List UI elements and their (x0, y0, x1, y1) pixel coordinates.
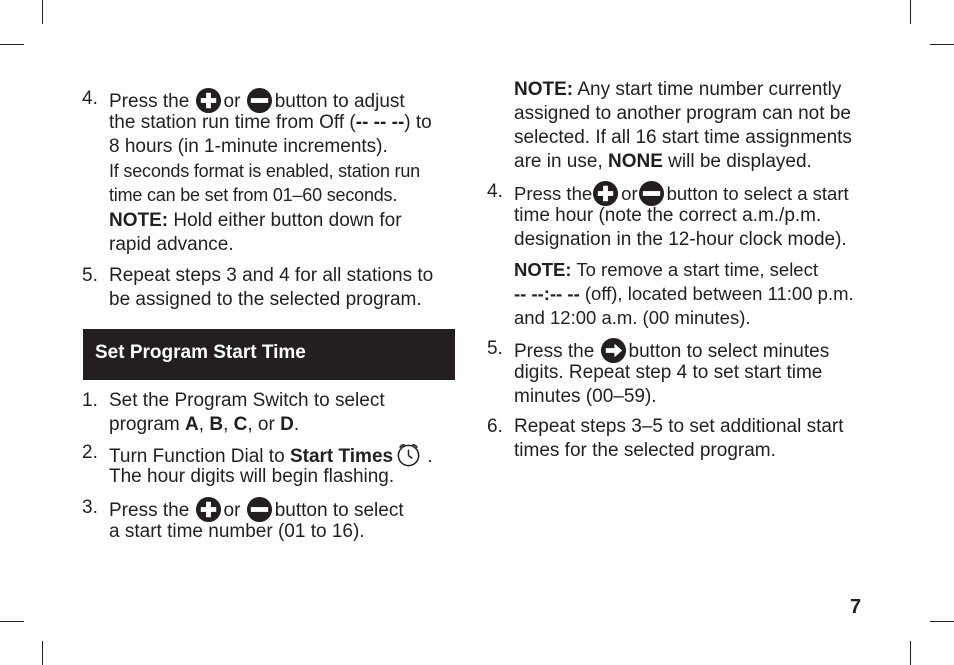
note-label: NOTE: (514, 259, 572, 280)
step-text: Set the Program Switch to select (109, 390, 385, 411)
note: rapid advance. (109, 234, 234, 255)
text: , (223, 414, 234, 435)
crop-mark (0, 44, 24, 45)
crop-mark (42, 0, 43, 24)
crop-mark (930, 44, 954, 45)
note: and 12:00 a.m. (00 minutes). (514, 307, 751, 328)
text: program (109, 414, 186, 435)
off-display: -- -- -- (355, 112, 405, 133)
step-text: time can be set from 01–60 seconds. (109, 185, 398, 205)
plus-button-icon (195, 496, 222, 523)
step-text: digits. Repeat step 4 to set start time (514, 362, 823, 383)
note (514, 150, 812, 174)
program-a: A (185, 414, 199, 435)
program-c: C (233, 414, 248, 435)
note (514, 282, 854, 306)
note (109, 209, 402, 233)
minus-button-icon (638, 180, 665, 207)
step-number: 4. (82, 88, 98, 109)
crop-mark (910, 641, 911, 665)
minus-button-icon (246, 87, 273, 114)
step-number: 2. (82, 442, 98, 463)
text: or (223, 91, 241, 112)
step-number: 4. (487, 181, 503, 202)
section-header (83, 329, 455, 380)
crop-mark (930, 621, 954, 622)
text: or (223, 500, 241, 521)
step-number: 5. (487, 338, 503, 359)
text: Press the (109, 91, 190, 112)
text: Press the (514, 341, 595, 362)
step-text: If seconds format is enabled, station run (109, 161, 420, 181)
note-label: NOTE: (514, 79, 574, 100)
text: To remove a start time, select (576, 259, 818, 280)
text: . (293, 414, 300, 435)
plus-button-icon (592, 180, 619, 207)
text: (off), located between 11:00 p.m. (579, 283, 854, 304)
text: Hold either button down for (173, 210, 402, 231)
step-text: Repeat steps 3–5 to set additional start (514, 416, 844, 437)
text: button to adjust (274, 91, 405, 112)
clock-icon (395, 441, 422, 468)
next-arrow-button-icon (600, 337, 627, 364)
step-text (109, 413, 299, 437)
step-text: be assigned to the selected program. (109, 289, 422, 310)
start-times-label: Start Times (289, 446, 394, 467)
text: Turn Function Dial to (109, 446, 290, 467)
text: , (198, 414, 210, 435)
step-text (109, 111, 432, 135)
text: , or (247, 414, 281, 435)
text: the station run time from Off ( (109, 112, 356, 133)
text: or (621, 183, 638, 204)
text: will be displayed. (662, 151, 812, 172)
text: are in use, (514, 151, 608, 172)
note: selected. If all 16 start time assignments (514, 127, 852, 148)
section-title: Set Program Start Time (95, 342, 306, 363)
note: assigned to another program can not be (514, 103, 851, 124)
step-number: 5. (82, 265, 98, 286)
none-display: NONE (608, 151, 663, 172)
step-text (109, 496, 404, 523)
step-text: Repeat steps 3 and 4 for all stations to (109, 265, 434, 286)
text: ) to (404, 112, 432, 133)
crop-mark (42, 641, 43, 665)
step-text: a start time number (01 to 16). (109, 521, 365, 542)
note-label: NOTE: (109, 210, 169, 231)
plus-button-icon (195, 87, 222, 114)
text: Any start time number currently (577, 79, 842, 100)
step-text (514, 180, 849, 207)
note (514, 78, 841, 102)
crop-mark (0, 621, 24, 622)
step-number: 1. (82, 390, 98, 411)
text: Press the (109, 500, 190, 521)
text: button to select minutes (628, 341, 830, 362)
program-b: B (209, 414, 224, 435)
step-text (514, 337, 829, 364)
step-text: The hour digits will begin flashing. (109, 466, 395, 487)
note (514, 258, 818, 282)
text: button to select (274, 500, 404, 521)
step-text: times for the selected program. (514, 440, 776, 461)
page-number: 7 (850, 596, 862, 618)
step-number: 3. (82, 497, 98, 518)
step-number: 6. (487, 416, 503, 437)
step-text: time hour (note the correct a.m./p.m. (514, 205, 822, 226)
program-d: D (280, 414, 294, 435)
off-display: -- --:-- -- (514, 283, 580, 304)
step-text (109, 87, 405, 114)
step-text: 8 hours (in 1-minute increments). (109, 136, 388, 157)
step-text: minutes (00–59). (514, 386, 657, 407)
text: button to select a start (666, 183, 849, 204)
crop-mark (910, 0, 911, 24)
step-text: designation in the 12-hour clock mode). (514, 229, 847, 250)
text: Press the (514, 183, 593, 204)
text: . (427, 446, 433, 467)
minus-button-icon (246, 496, 273, 523)
